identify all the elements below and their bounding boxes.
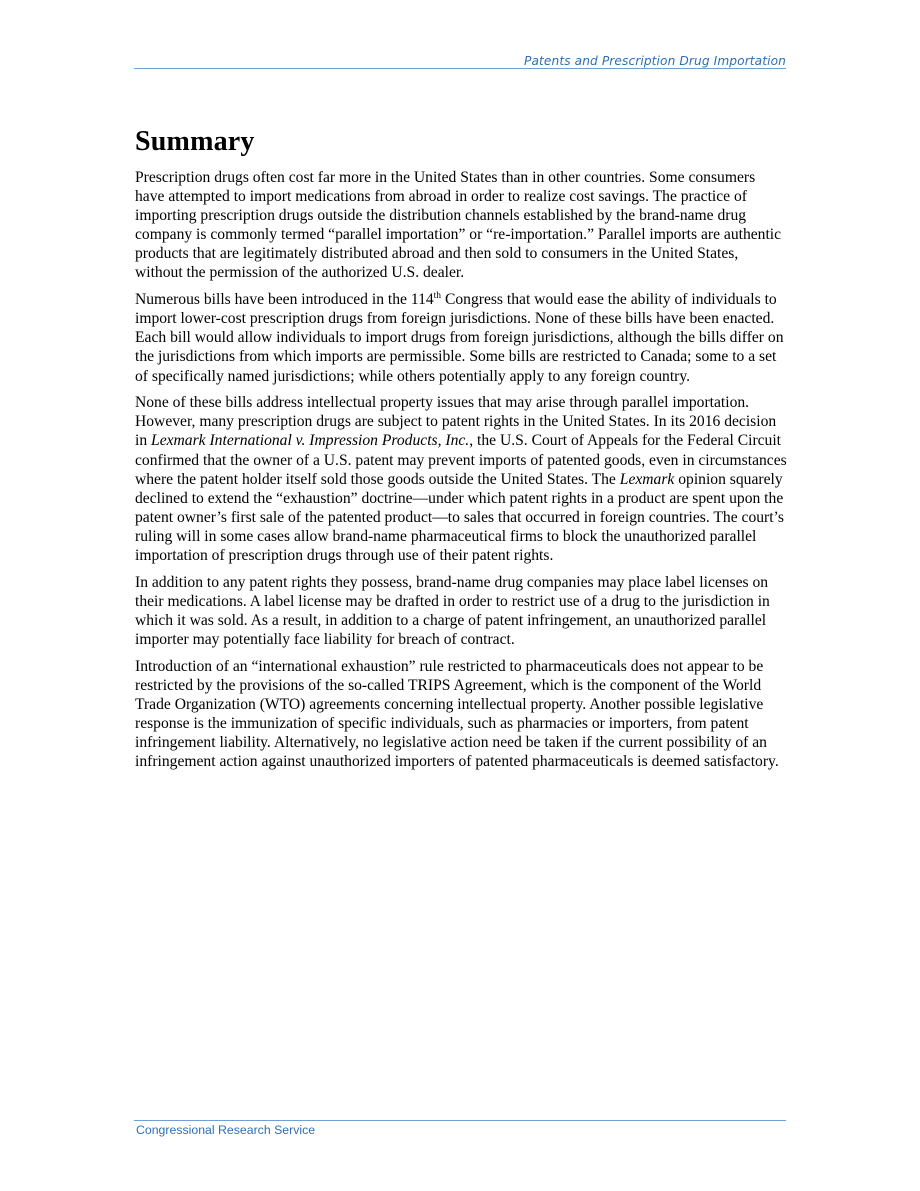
paragraph-3-text-a: None of these bills address intellectual property issues that may arise through parallel importation. However, many prescription drugs are subject to patent rights in the United States. In its 2016 decision in (135, 394, 777, 450)
running-header-title: Patents and Prescription Drug Importation (524, 54, 786, 68)
case-name-short: Lexmark (619, 470, 675, 488)
summary-paragraph-3 (135, 393, 787, 565)
summary-paragraph-5: Introduction of an “international exhaustion” rule restricted to pharmaceuticals does not appear to be restricted by the provisions of the so-called TRIPS Agreement, which is the component of the World Trade Organization (WTO) agreements concerning intellectual property. Another possible legislative response is the immunization of specific individuals, such as pharmacies or importers, from patent infringement liability. Alternatively, no legislative action need be taken if the current possibility of an infringement action against unauthorized importers of patented pharmaceuticals is deemed satisfactory. (135, 657, 779, 771)
paragraph-2-text-end: Congress that would ease the ability of individuals to import lower-cost prescription drugs from foreign jurisdictions. None of these bills have been enacted. Each bill would allow individuals to import drugs from foreign jurisdictions, although the bills differ on the jurisdictions from which imports are permissible. Some bills are restricted to Canada; some to a set of specifically named jurisdictions; while others potentially apply to any foreign country. (135, 291, 784, 385)
summary-paragraph-4: In addition to any patent rights they possess, brand-name drug companies may place label licenses on their medications. A label license may be drafted in order to restrict use of a drug to the jurisdiction in which it was sold. As a result, in addition to a charge of patent infringement, an unauthorized parallel importer may potentially face liability for breach of contract. (135, 573, 770, 648)
summary-paragraph-2 (135, 290, 787, 385)
footer-divider (134, 1120, 786, 1121)
paragraph-2-text-start: Numerous bills have been introduced in the 114 (135, 291, 434, 309)
paragraph-3-text-b: , the U.S. Court of Appeals for the Federal Circuit confirmed that the owner of a U.S. patent may prevent imports of patented goods, even in circumstances where the patent holder itself sold those goods outside the United States. The (135, 432, 787, 488)
ordinal-superscript: th (433, 291, 442, 302)
summary-paragraph-1: Prescription drugs often cost far more in the United States than in other countries. Some consumers have attempted to import medications from abroad in order to realize cost savings. The practice of importing prescription drugs outside the distribution channels established by the brand-name drug company is commonly termed “parallel importation” or “re-importation.” Parallel imports are authentic products that are legitimately distributed abroad and then sold to consumers in the United States, without the permission of the authorized U.S. dealer. (135, 169, 782, 282)
summary-section (135, 124, 787, 779)
case-name: Lexmark International v. Impression Products, Inc. (151, 432, 470, 450)
footer-organization: Congressional Research Service (136, 1123, 316, 1137)
paragraph-3-text-c: opinion squarely declined to extend the “exhaustion” doctrine—under which patent rights in a product are spent upon the patent owner’s first sale of the patented product—to sales that occurred in foreign countries. The court’s ruling will in some cases allow brand-name pharmaceutical firms to block the unauthorized parallel importation of prescription drugs through use of their patent rights. (135, 470, 784, 564)
section-title: Summary (135, 126, 255, 157)
header-divider (134, 68, 786, 69)
